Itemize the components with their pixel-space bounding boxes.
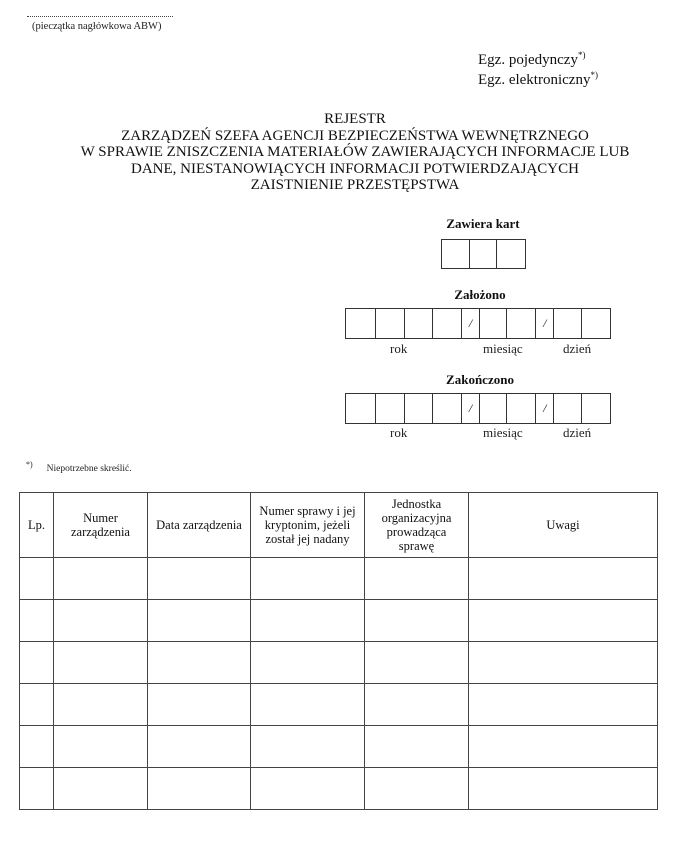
cards-count-boxes (441, 239, 526, 269)
cell-order-date[interactable] (148, 726, 251, 768)
cell-lp[interactable] (20, 768, 54, 810)
footnote-mark: *) (590, 70, 598, 80)
started-year-box[interactable] (376, 309, 405, 338)
finished-month-box[interactable] (480, 394, 507, 423)
cell-case-number[interactable] (251, 600, 365, 642)
finished-date-boxes (345, 393, 611, 424)
cell-order-date[interactable] (148, 768, 251, 810)
footnote (26, 460, 132, 474)
cards-label: Zawiera kart (446, 216, 520, 231)
started-label: Założono (454, 287, 506, 302)
cell-lp[interactable] (20, 726, 54, 768)
cell-order-number[interactable] (54, 600, 148, 642)
started-year-box[interactable] (433, 309, 462, 338)
title-line: ZARZĄDZEŃ SZEFA AGENCJI BEZPIECZEŃSTWA WEWNĘTRZNEGO (121, 127, 589, 144)
started-month-box[interactable] (480, 309, 507, 338)
cell-order-date[interactable] (148, 642, 251, 684)
cell-order-date[interactable] (148, 558, 251, 600)
cell-case-number[interactable] (251, 768, 365, 810)
cell-notes[interactable] (469, 642, 658, 684)
started-date-boxes (345, 308, 611, 339)
cell-order-number[interactable] (54, 684, 148, 726)
cell-org-unit[interactable] (365, 726, 469, 768)
cell-order-date[interactable] (148, 600, 251, 642)
date-separator: / (462, 309, 481, 338)
footnote-text: Niepotrzebne skreślić. (46, 464, 132, 475)
title-line: ZAISTNIENIE PRZESTĘPSTWA (250, 177, 460, 193)
footnote-mark: *) (26, 460, 33, 469)
cell-case-number[interactable] (251, 684, 365, 726)
copy-type-label: Egz. pojedynczy (478, 52, 578, 68)
finished-day-box[interactable] (582, 394, 611, 423)
cell-notes[interactable] (469, 558, 658, 600)
stamp-dotted-line (27, 16, 173, 17)
cell-notes[interactable] (469, 726, 658, 768)
cell-org-unit[interactable] (365, 600, 469, 642)
column-header-notes: Uwagi (469, 493, 658, 558)
column-header-case-number: Numer sprawy i jej kryptonim, jeżeli został jej nadany (251, 493, 365, 558)
cell-org-unit[interactable] (365, 558, 469, 600)
copy-type-electronic (478, 70, 598, 89)
cell-notes[interactable] (469, 684, 658, 726)
cell-lp[interactable] (20, 558, 54, 600)
table-row (20, 558, 658, 600)
cards-digit-box[interactable] (497, 240, 526, 268)
finished-year-box[interactable] (376, 394, 405, 423)
column-header-org-unit: Jednostka organizacyjna prowadząca sprawę (365, 493, 469, 558)
column-header-order-date: Data zarządzenia (148, 493, 251, 558)
started-month-box[interactable] (507, 309, 536, 338)
started-year-box[interactable] (346, 309, 376, 338)
cell-org-unit[interactable] (365, 642, 469, 684)
finished-year-box[interactable] (433, 394, 462, 423)
cell-order-number[interactable] (54, 768, 148, 810)
cell-case-number[interactable] (251, 726, 365, 768)
title-line: DANE, NIESTANOWIĄCYCH INFORMACJI POTWIERDZAJĄCYCH (131, 160, 579, 177)
table-row (20, 642, 658, 684)
copy-type-single (478, 50, 585, 69)
finished-day-caption: dzień (563, 425, 592, 440)
finished-year-box[interactable] (346, 394, 376, 423)
stamp-label: (pieczątka nagłówkowa ABW) (32, 21, 162, 32)
register-table (19, 492, 658, 810)
finished-month-box[interactable] (507, 394, 536, 423)
cell-order-number[interactable] (54, 642, 148, 684)
cell-lp[interactable] (20, 642, 54, 684)
date-separator: / (536, 309, 554, 338)
date-separator: / (536, 394, 554, 423)
finished-month-caption: miesiąc (483, 425, 523, 440)
finished-year-caption: rok (390, 425, 408, 440)
started-year-caption: rok (390, 341, 408, 356)
table-row (20, 768, 658, 810)
cell-order-number[interactable] (54, 558, 148, 600)
started-year-box[interactable] (405, 309, 433, 338)
column-header-order-number: Numer zarządzenia (54, 493, 148, 558)
title-line: W SPRAWIE ZNISZCZENIA MATERIAŁÓW ZAWIERAJĄCYCH INFORMACJE LUB (80, 144, 630, 160)
date-separator: / (462, 394, 481, 423)
document-title (60, 111, 650, 194)
started-day-box[interactable] (582, 309, 611, 338)
started-month-caption: miesiąc (483, 341, 523, 356)
cell-lp[interactable] (20, 600, 54, 642)
started-day-box[interactable] (554, 309, 582, 338)
table-row (20, 684, 658, 726)
table-row (20, 726, 658, 768)
cell-notes[interactable] (469, 600, 658, 642)
footnote-mark: *) (577, 50, 586, 60)
table-header-row (20, 493, 658, 558)
cell-notes[interactable] (469, 768, 658, 810)
finished-label: Zakończono (446, 372, 514, 387)
cards-digit-box[interactable] (442, 240, 470, 268)
cell-case-number[interactable] (251, 558, 365, 600)
cell-order-number[interactable] (54, 726, 148, 768)
started-day-caption: dzień (563, 341, 592, 356)
column-header-lp: Lp. (20, 493, 54, 558)
copy-type-label: Egz. elektroniczny (478, 72, 591, 88)
finished-year-box[interactable] (405, 394, 433, 423)
cell-lp[interactable] (20, 684, 54, 726)
cell-order-date[interactable] (148, 684, 251, 726)
table-row (20, 600, 658, 642)
cards-digit-box[interactable] (470, 240, 498, 268)
finished-day-box[interactable] (554, 394, 582, 423)
title-line: REJESTR (324, 111, 386, 127)
cell-org-unit[interactable] (365, 684, 469, 726)
cell-case-number[interactable] (251, 642, 365, 684)
cell-org-unit[interactable] (365, 768, 469, 810)
